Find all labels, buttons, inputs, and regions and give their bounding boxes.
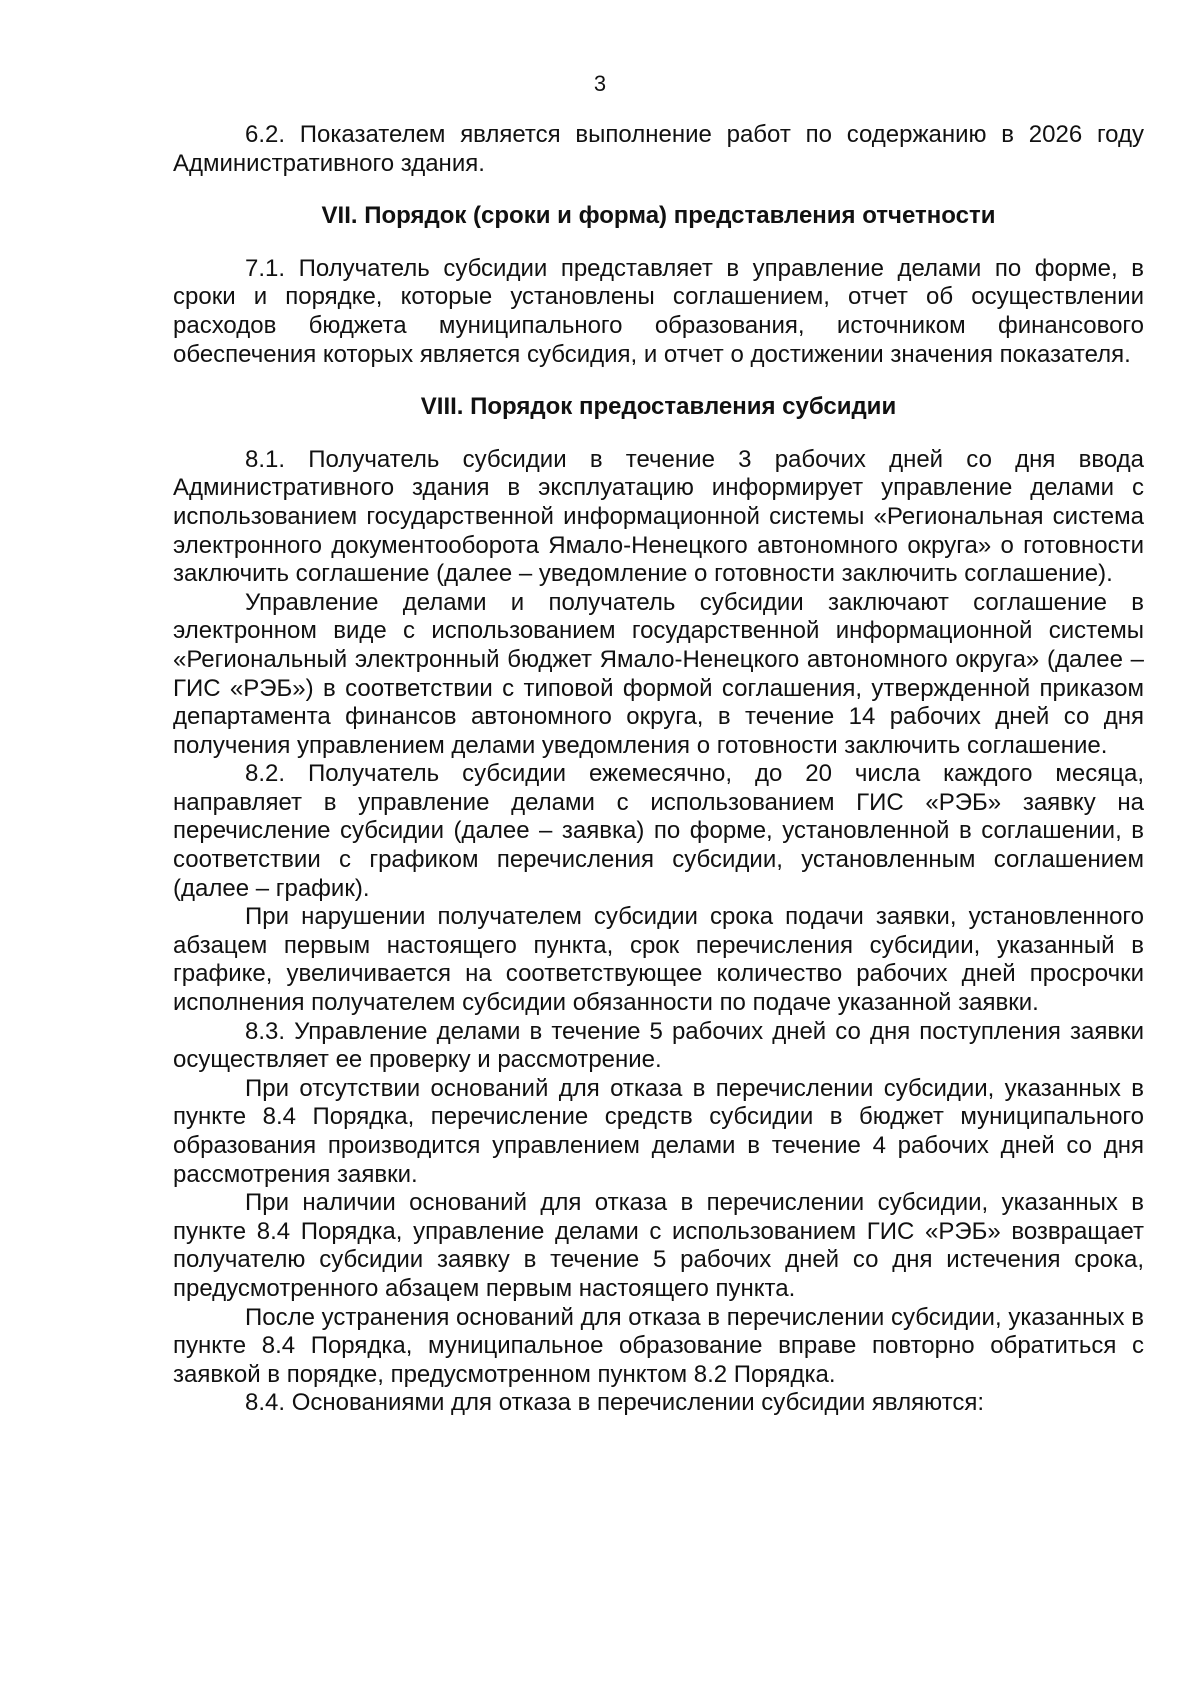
section-heading-vii: VII. Порядок (сроки и форма) представления отчетности <box>321 202 996 230</box>
paragraph-8-2: 8.2. Получатель субсидии ежемесячно, до 20 числа каждого месяца, направляет в управление делами с использованием ГИС «РЭБ» заявку на перечисление субсидии (далее – заявка) по форме, установленной в соглашении, в соответствии с графиком перечисления субсидии, установленным соглашением (далее – график). <box>173 760 1144 902</box>
paragraph-8-2-violation: При нарушении получателем субсидии срока подачи заявки, установленного абзацем первым настоящего пункта, срок перечисления субсидии, указанный в графике, увеличивается на соответствующее количество рабочих дней просрочки исполнения получателем субсидии обязанности по подаче указанной заявки. <box>173 903 1144 1017</box>
paragraph-8-3: 8.3. Управление делами в течение 5 рабочих дней со дня поступления заявки осуществляет ее проверку и рассмотрение. <box>173 1017 1144 1074</box>
paragraph-8-3-grounds: При наличии оснований для отказа в перечислении субсидии, указанных в пункте 8.4 Порядка, управление делами с использованием ГИС «РЭБ» возвращает получателю субсидии заявку в течение 5 рабочих дней со дня истечения срока, предусмотренного абзацем первым настоящего пункта. <box>173 1189 1144 1302</box>
paragraph-7-1: 7.1. Получатель субсидии представляет в управление делами по форме, в сроки и порядке, которые установлены соглашением, отчет об осуществлении расходов бюджета муниципального образования, источником финансового обеспечения которых является субсидия, и отчет о достижении значения показателя. <box>173 254 1144 368</box>
paragraph-6-2: 6.2. Показателем является выполнение работ по содержанию в 2026 году Административного здания. <box>173 121 1144 177</box>
section-heading-viii: VIII. Порядок предоставления субсидии <box>420 393 897 421</box>
paragraph-8-1-agreement: Управление делами и получатель субсидии заключают соглашение в электронном виде с использованием государственной информационной системы «Региональный электронный бюджет Ямало-Ненецкого автономного округа» (далее – ГИС «РЭБ») в соответствии с типовой формой соглашения, утвержденной приказом департамента финансов автономного округа, в течение 14 рабочих дней со дня получения управлением делами уведомления о готовности заключить соглашение. <box>173 588 1144 759</box>
paragraph-8-3-no-grounds: При отсутствии оснований для отказа в перечислении субсидии, указанных в пункте 8.4 Порядка, перечисление средств субсидии в бюджет муниципального образования производится управлением делами в течение 4 рабочих дней со дня рассмотрения заявки. <box>173 1074 1144 1188</box>
paragraph-8-4: 8.4. Основаниями для отказа в перечислении субсидии являются: <box>245 1389 984 1417</box>
page-number: 3 <box>593 71 607 96</box>
paragraph-8-1: 8.1. Получатель субсидии в течение 3 рабочих дней со дня ввода Административного здания в эксплуатацию информирует управление делами с использованием государственной информационной системы «Региональная система электронного документооборота Ямало-Ненецкого автономного округа» о готовности заключить соглашение (далее – уведомление о готовности заключить соглашение). <box>173 445 1144 588</box>
document-body <box>173 121 1144 1418</box>
paragraph-8-3-resubmit: После устранения оснований для отказа в перечислении субсидии, указанных в пункте 8.4 Порядка, муниципальное образование вправе повторно обратиться с заявкой в порядке, предусмотренном пунктом 8.2 Порядка. <box>173 1303 1144 1388</box>
